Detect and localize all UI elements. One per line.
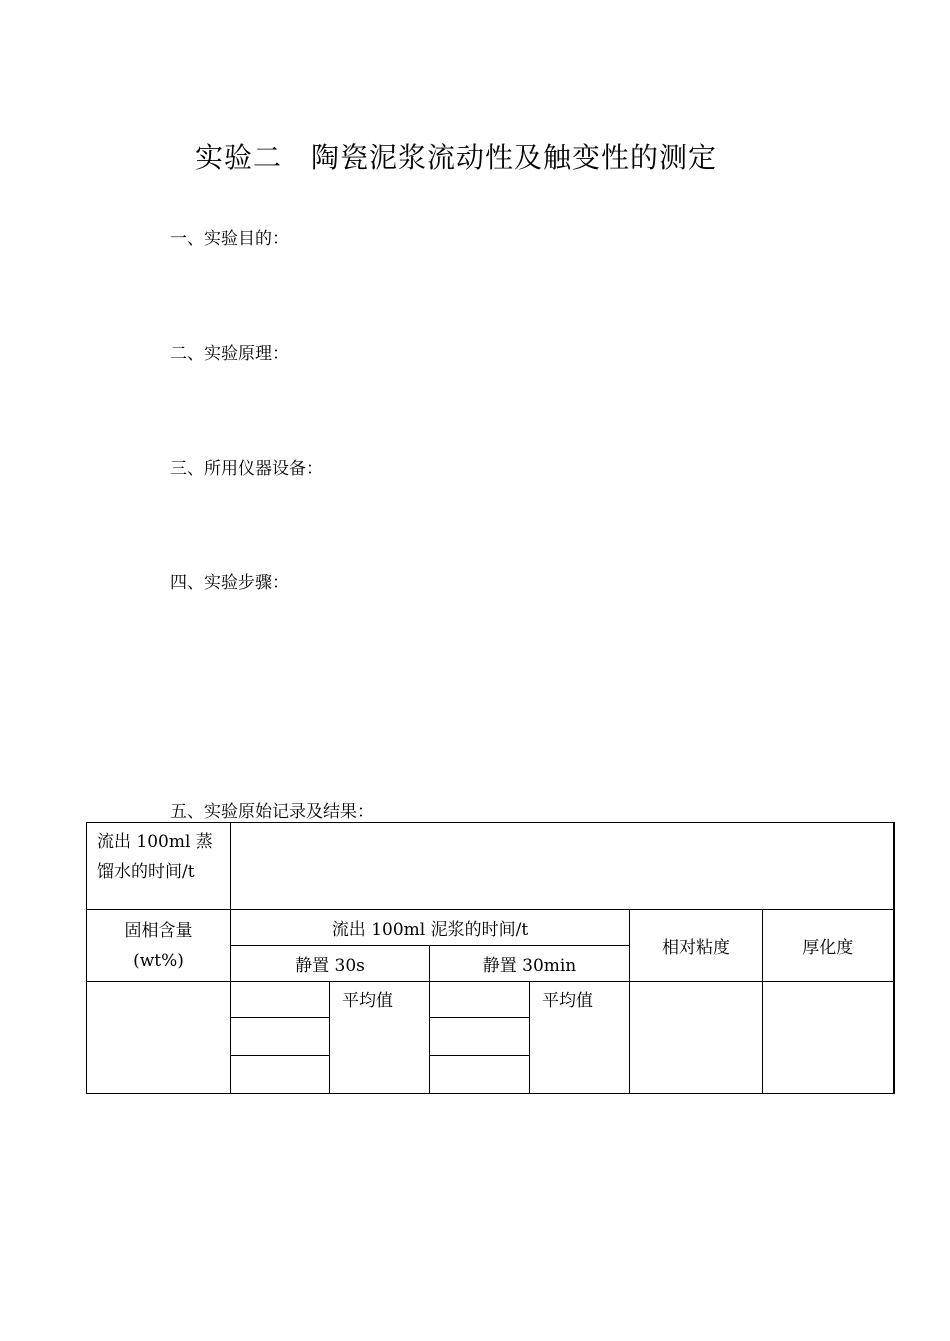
solid-content-value-cell[interactable]: [87, 982, 231, 1094]
water-time-label-cell: [87, 823, 231, 910]
record-table: [86, 822, 895, 1094]
thickening-label: 厚化度: [802, 938, 854, 958]
solid-content-header: [87, 910, 231, 982]
slurry-time-label: 流出 100ml 泥浆的时间/t: [331, 920, 529, 940]
water-time-label: 流出 100ml 蒸馏水的时间/t: [97, 832, 213, 882]
relative-viscosity-header: [630, 910, 763, 982]
section-heading-equipment: 三、所用仪器设备：: [170, 459, 323, 479]
rest-30s-value-cell-3[interactable]: [231, 1056, 330, 1094]
relative-viscosity-label: 相对粘度: [662, 938, 730, 958]
rest-30min-value-cell-2[interactable]: [430, 1018, 530, 1056]
rest-30min-average-cell[interactable]: [530, 982, 630, 1094]
average-label-30s: 平均值: [342, 991, 393, 1011]
solid-content-label: 固相含量: [124, 920, 193, 941]
section-heading-principle: 二、实验原理：: [170, 344, 289, 364]
rest-30min-value-cell-3[interactable]: [430, 1056, 530, 1094]
slurry-time-header: [231, 910, 630, 946]
rest-30s-value-cell-1[interactable]: [231, 982, 330, 1018]
rest-30min-label: 静置 30min: [482, 956, 577, 976]
section-heading-purpose: 一、实验目的：: [170, 229, 289, 249]
solid-content-unit: (wt%): [133, 950, 184, 971]
section-heading-procedure: 四、实验步骤：: [170, 573, 289, 593]
thickening-header: [763, 910, 894, 982]
rest-30s-value-cell-2[interactable]: [231, 1018, 330, 1056]
average-label-30min: 平均值: [542, 991, 593, 1011]
thickening-value-cell[interactable]: [763, 982, 894, 1094]
rest-30s-average-cell[interactable]: [330, 982, 430, 1094]
rest-30s-label: 静置 30s: [295, 956, 365, 976]
water-time-value-cell[interactable]: [231, 823, 894, 910]
page-title: 实验二 陶瓷泥浆流动性及触变性的测定: [194, 141, 717, 174]
relative-viscosity-value-cell[interactable]: [630, 982, 763, 1094]
rest-30min-header: [430, 946, 630, 982]
rest-30min-value-cell-1[interactable]: [430, 982, 530, 1018]
section-heading-records: 五、实验原始记录及结果：: [170, 802, 374, 822]
rest-30s-header: [231, 946, 430, 982]
